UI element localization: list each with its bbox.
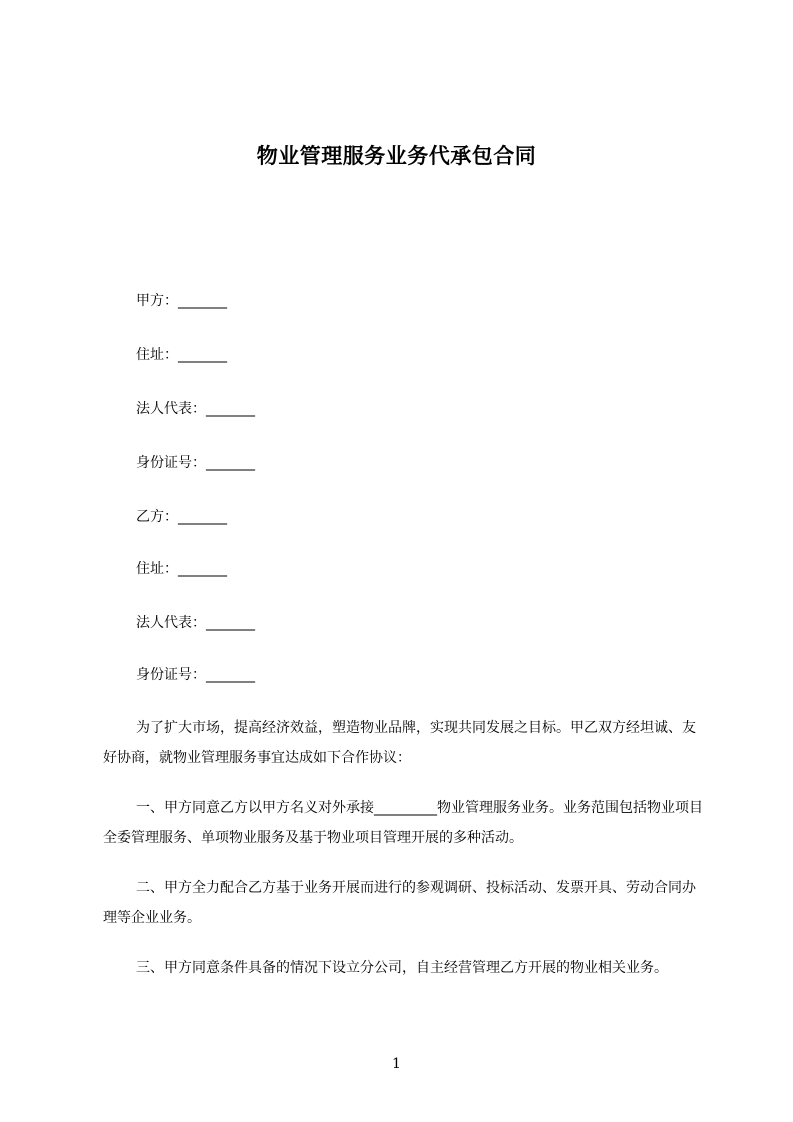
clause-2-paragraph — [103, 873, 703, 933]
preamble-text: 为了扩大市场，提高经济效益，塑造物业品牌，实现共同发展之目标。甲乙双方经坦诚、友好协商，就物业管理服务事宜达成如下合作协议： — [103, 720, 696, 766]
party-a-id-number: 身份证号：_______ — [136, 455, 255, 471]
party-b-id-number: 身份证号：_______ — [136, 667, 255, 683]
party-a-name: 甲方：_______ — [136, 293, 227, 309]
party-b-address: 住址：_______ — [136, 561, 227, 577]
party-b-legal-rep: 法人代表：_______ — [136, 615, 255, 631]
clause-3-paragraph — [103, 953, 703, 983]
preamble-paragraph — [103, 713, 703, 773]
party-a-address: 住址：_______ — [136, 347, 227, 363]
clause-1-paragraph — [103, 793, 703, 853]
document-title: 物业管理服务业务代承包合同 — [256, 144, 537, 168]
clause-3-text: 三、甲方同意条件具备的情况下设立分公司，自主经营管理乙方开展的物业相关业务。 — [136, 960, 668, 976]
clause-2-text: 二、甲方全力配合乙方基于业务开展而进行的参观调研、投标活动、发票开具、劳动合同办理等企业业务。 — [103, 880, 696, 926]
page-number: 1 — [392, 1056, 401, 1072]
party-a-legal-rep: 法人代表：_______ — [136, 401, 255, 417]
clause-1-text: 一、甲方同意乙方以甲方名义对外承接_________物业管理服务业务。业务范围包括物业项目全委管理服务、单项物业服务及基于物业项目管理开展的多种活动。 — [103, 800, 703, 846]
party-b-name: 乙方：_______ — [136, 509, 227, 525]
